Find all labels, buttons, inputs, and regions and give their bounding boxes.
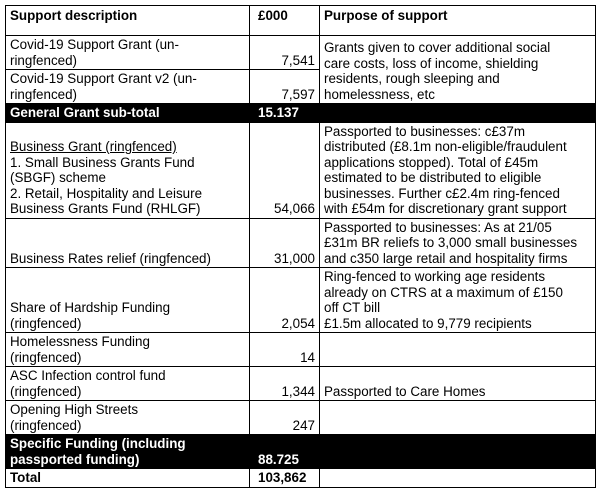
amount-cell: 7,597 — [250, 70, 320, 104]
purpose-cell: Passported to businesses: c£37m distributed (£8.1m non-eligible/fraudulent applications stopped). Total of £45m estimated to be distributed to eligible businesses. Further c£2.4m ring-fenced with £54m for discretionary grant support — [320, 122, 596, 218]
description-cell: Specific Funding (including passported funding) — [6, 435, 250, 469]
amount-cell: 14 — [250, 333, 320, 367]
purpose-cell-covid: Grants given to cover additional social care costs, loss of income, shielding residents, rough sleeping and homelessness, etc — [320, 36, 596, 104]
header-description: Support description — [6, 6, 250, 36]
description-cell: Opening High Streets (ringfenced) — [6, 401, 250, 435]
purpose-cell: Ring-fenced to working age residents already on CTRS at a maximum of £150 off CT bill £1.5m allocated to 9,779 recipients — [320, 268, 596, 333]
header-amount: £000 — [250, 6, 320, 36]
description-cell: Business Grant (ringfenced) 1. Small Business Grants Fund (SBGF) scheme 2. Retail, Hospitality and Leisure Business Grants Fund (RHLGF) — [6, 122, 250, 218]
table-row-homelessness — [6, 333, 596, 367]
table-row-hardship — [6, 268, 596, 333]
amount-cell: 31,000 — [250, 218, 320, 268]
description-cell: Total — [6, 469, 250, 488]
header-purpose: Purpose of support — [320, 6, 596, 36]
amount-cell: 247 — [250, 401, 320, 435]
description-cell: Share of Hardship Funding (ringfenced) — [6, 268, 250, 333]
description-cell: Homelessness Funding (ringfenced) — [6, 333, 250, 367]
amount-cell: 1,344 — [250, 367, 320, 401]
purpose-cell — [320, 469, 596, 488]
amount-cell: 2,054 — [250, 268, 320, 333]
amount-cell: 7,541 — [250, 36, 320, 70]
amount-cell: 15.137 — [250, 104, 320, 123]
description-cell: Covid-19 Support Grant v2 (un- ringfenced) — [6, 70, 250, 104]
purpose-cell: Passported to businesses: As at 21/05 £31m BR reliefs to 3,000 small businesses and c350 large retail and hospitality firms — [320, 218, 596, 268]
amount-cell: 54,066 — [250, 122, 320, 218]
table-row-asc-infection — [6, 367, 596, 401]
table-row-covid-support-grant — [6, 36, 596, 70]
purpose-cell: Passported to Care Homes — [320, 367, 596, 401]
amount-cell: 88.725 — [250, 435, 320, 469]
description-cell: Covid-19 Support Grant (un- ringfenced) — [6, 36, 250, 70]
table-row-high-streets — [6, 401, 596, 435]
table-row-business-rates — [6, 218, 596, 268]
purpose-cell — [320, 104, 596, 123]
purpose-cell — [320, 435, 596, 469]
description-cell: ASC Infection control fund (ringfenced) — [6, 367, 250, 401]
table-row-total — [6, 469, 596, 488]
purpose-cell — [320, 401, 596, 435]
description-cell: Business Rates relief (ringfenced) — [6, 218, 250, 268]
table-row-specific-funding — [6, 435, 596, 469]
table-row-general-subtotal — [6, 104, 596, 123]
amount-cell: 103,862 — [250, 469, 320, 488]
support-table — [5, 5, 596, 488]
description-cell: General Grant sub-total — [6, 104, 250, 123]
header-row — [6, 6, 596, 36]
purpose-cell — [320, 333, 596, 367]
table-row-business-grant — [6, 122, 596, 218]
